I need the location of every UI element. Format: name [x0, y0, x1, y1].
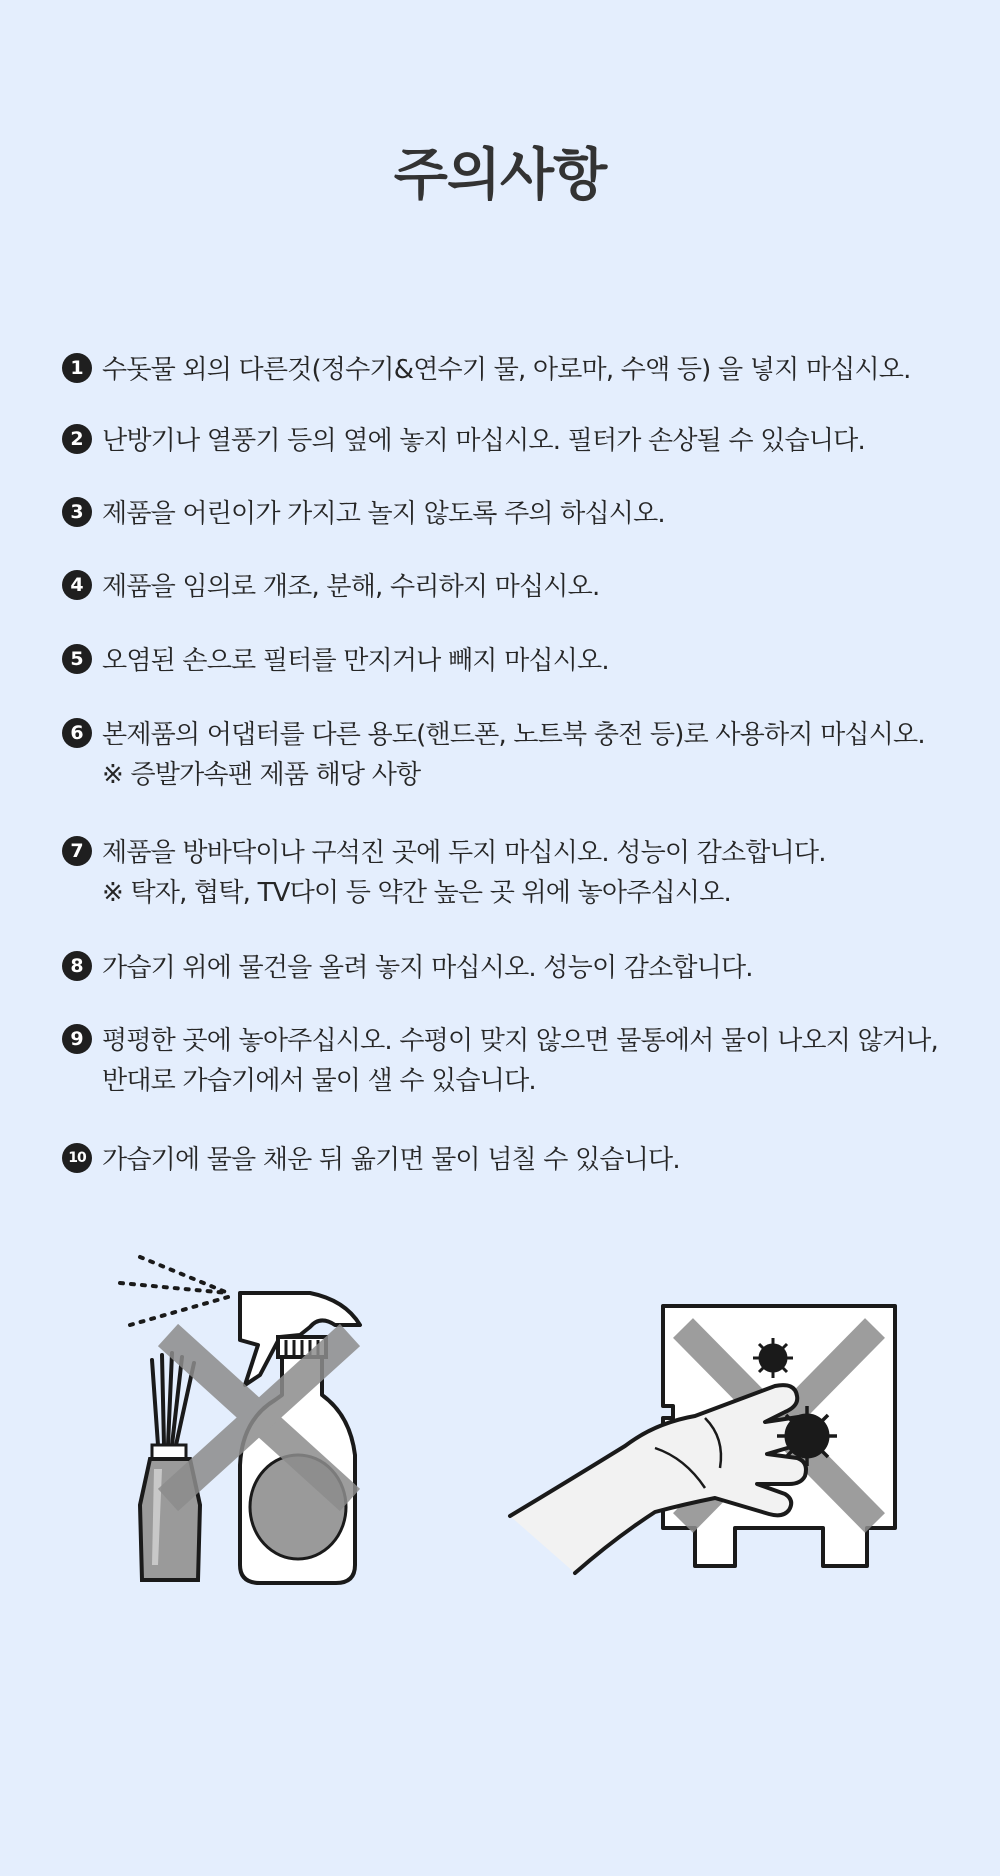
- notice-subtext: 반대로 가습기에서 물이 샐 수 있습니다.: [102, 1066, 536, 1096]
- notice-number-1: 1: [62, 353, 92, 383]
- notice-text: 본제품의 어댑터를 다른 용도(핸드폰, 노트북 충전 등)로 사용하지 마십시오.: [102, 720, 925, 750]
- notice-number-3: 3: [62, 497, 92, 527]
- notice-text: 수돗물 외의 다른것(정수기&연수기 물, 아로마, 수액 등) 을 넣지 마십시오.: [102, 355, 911, 385]
- notice-number-9: 9: [62, 1024, 92, 1054]
- notice-item-6: [62, 715, 962, 795]
- notice-item-8: [62, 948, 962, 988]
- notice-text: 오염된 손으로 필터를 만지거나 빼지 마십시오.: [102, 646, 609, 676]
- notice-subtext: ※ 탁자, 협탁, TV다이 등 약간 높은 곳 위에 놓아주십시오.: [102, 878, 731, 908]
- notice-number-5: 5: [62, 644, 92, 674]
- notice-number-4: 4: [62, 570, 92, 600]
- notice-text: 평평한 곳에 놓아주십시오. 수평이 맞지 않으면 물통에서 물이 나오지 않거나,: [102, 1026, 938, 1056]
- notice-text: 제품을 방바닥이나 구석진 곳에 두지 마십시오. 성능이 감소합니다.: [102, 838, 826, 868]
- notice-item-10: [62, 1140, 962, 1180]
- notice-item-4: [62, 567, 962, 607]
- notice-subtext: ※ 증발가속팬 제품 해당 사항: [102, 760, 421, 790]
- page-title: 주의사항: [393, 143, 607, 208]
- notice-number-2: 2: [62, 424, 92, 454]
- notice-number-8: 8: [62, 951, 92, 981]
- notice-item-3: [62, 494, 962, 534]
- notice-text: 가습기에 물을 채운 뒤 옮기면 물이 넘칠 수 있습니다.: [102, 1145, 680, 1175]
- notice-item-5: [62, 641, 962, 681]
- notice-item-2: [62, 421, 962, 461]
- notice-number-10: 10: [62, 1143, 92, 1173]
- diffuser-and-spray-bottle-prohibited-icon: [110, 1245, 410, 1590]
- notice-text: 제품을 어린이가 가지고 놀지 않도록 주의 하십시오.: [102, 499, 665, 529]
- notice-text: 난방기나 열풍기 등의 옆에 놓지 마십시오. 필터가 손상될 수 있습니다.: [102, 426, 865, 456]
- notice-item-7: [62, 833, 962, 913]
- notice-number-7: 7: [62, 836, 92, 866]
- notice-text: 제품을 임의로 개조, 분해, 수리하지 마십시오.: [102, 572, 600, 602]
- notice-item-9: [62, 1021, 962, 1101]
- notice-text: 가습기 위에 물건을 올려 놓지 마십시오. 성능이 감소합니다.: [102, 953, 753, 983]
- notice-item-1: [62, 350, 962, 390]
- notice-number-6: 6: [62, 718, 92, 748]
- contaminated-hand-on-filter-prohibited-icon: [505, 1298, 905, 1580]
